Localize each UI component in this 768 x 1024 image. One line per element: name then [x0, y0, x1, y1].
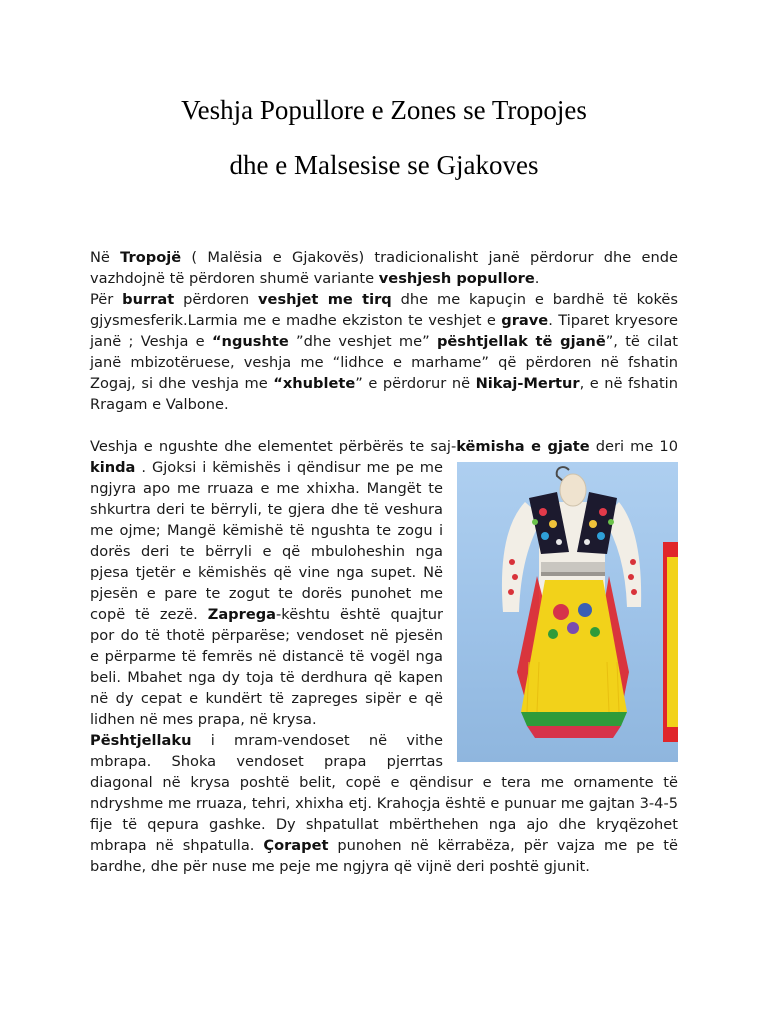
- text-run: Për: [90, 291, 123, 308]
- text-run: ( Malësia e Gjakovës) tradicionalisht janë përdorur dhe ende vazhdojnë të përdoren shumë variante: [90, 249, 678, 287]
- paragraph-intro: [90, 247, 678, 289]
- text-run: , e në fshatin Rragam e Valbone.: [90, 375, 678, 413]
- bold-term: grave: [501, 312, 549, 329]
- page-title-line-2: dhe e Malsesise se Gjakoves: [229, 150, 539, 180]
- bold-term: Pështjellaku: [90, 732, 192, 749]
- bold-term: “xhublete: [273, 375, 356, 392]
- bold-term: burrat: [122, 291, 175, 308]
- costume-illustration: [457, 462, 678, 762]
- costume-photo: [457, 462, 678, 762]
- article-body: [90, 247, 678, 877]
- text-run: Veshja e ngushte dhe elementet përbërës te saj-: [90, 438, 457, 455]
- text-run: përdoren: [174, 291, 259, 308]
- text-run: . Tiparet kryesore janë ; Veshja e: [90, 312, 679, 350]
- text-run: -kështu është quajtur por do të thotë përparëse; vendoset në pjesën e përparme të femrës në distancë të vogël nga beli. Mbahet nga dy toja të derdhura që kapen në dy cepat e kundërt të zapreges sipër e që lidhen në mes prapa, në krysa.: [90, 606, 443, 728]
- text-run: . Gjoksi i këmishës i qëndisur me pe me ngjyra apo me rruaza e me xhixha. Mangët te shkurtra deri te bërryli, te gjera dhe të veshura me ojme; Mangë këmishë të ngushta te zogu i dorës deri te bërryli e që mbuloheshin nga pjesa tjetër e këmishës që vine nga supet. Në pjesën e pare te zogut te dorës punohet me copë të zezë.: [90, 459, 443, 623]
- bold-term: kinda: [90, 459, 136, 476]
- bold-term: veshjet me tirq: [258, 291, 392, 308]
- mannequin-neck: [560, 474, 586, 506]
- text-run: deri me 10: [589, 438, 678, 455]
- paragraph-gap: [90, 415, 678, 436]
- page-title-line-1: Veshja Popullore e Zones se Tropojes: [181, 95, 587, 125]
- text-run: ”, të cilat janë mbizotëruese, veshja me “lidhce e marhame” që përdoren në fshatin Zogaj, si dhe veshja me: [90, 333, 678, 392]
- bold-term: veshjesh popullore: [378, 270, 535, 287]
- bold-term: Zaprega: [207, 606, 277, 623]
- text-run: punohen në kërrabëza, për vajza me pe të bardhe, dhe për nuse me peje me ngjyra që vijnë deri poshtë gjunit.: [90, 837, 678, 875]
- bold-term: pështjellak të gjanë: [436, 333, 606, 350]
- bold-term: Tropojë: [120, 249, 182, 266]
- text-run: ” e përdorur në: [355, 375, 476, 392]
- text-run: .: [534, 270, 540, 287]
- bold-term: Nikaj-Mertur: [475, 375, 580, 392]
- text-run: i mram-vendoset në vithe mbrapa. Shoka vendoset prapa pjerrtas diagonal në krysa poshtë belit, copë e qëndisur e tera me ornamente të ndryshme me rruaza, tehri, xhixha etj. Krahoçja është e punuar me gajtan 3-4-5 fije të qepura gashke. Dy shpatullat mbërthehen nga ajo dhe kryqëzohet mbrapa në shpatulla.: [90, 732, 678, 854]
- text-run: Në: [90, 249, 121, 266]
- paragraph-men-women: [90, 289, 678, 415]
- text-run: dhe me kapuçin e bardhë të kokës gjysmesferik.Larmia me e madhe ekziston te veshjet e: [90, 291, 678, 329]
- paragraph-narrow-dress-rest: [90, 459, 443, 728]
- bold-term: “ngushte: [211, 333, 289, 350]
- text-run: ”dhe veshjet me”: [288, 333, 437, 350]
- bold-term: Çorapet: [263, 837, 329, 854]
- paragraph-narrow-dress: [90, 436, 678, 730]
- bold-term: këmisha e gjate: [456, 438, 590, 455]
